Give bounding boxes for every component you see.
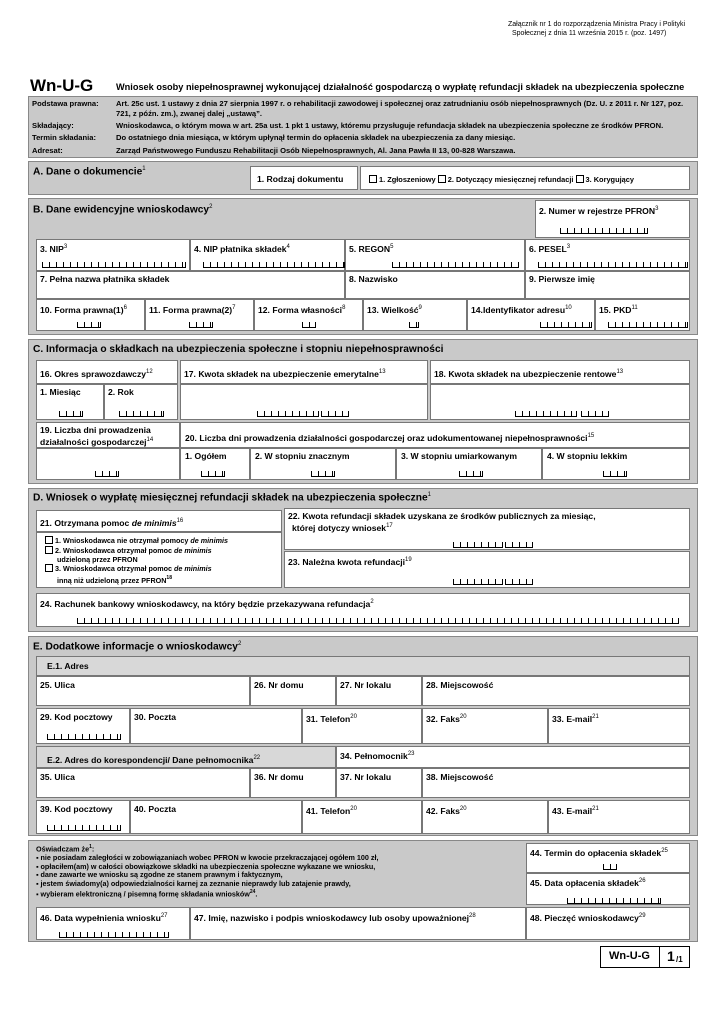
annex-note-line2: Społecznej z dnia 11 września 2015 r. (poz. 1497) [512,30,667,37]
field-48-stamp[interactable]: 48. Pieczęć wnioskodawcy$^{29}$ [526,907,690,940]
field-20-significant[interactable]: 2. W stopniu znacznym [250,448,396,480]
e2-header: E.2. Adres do korespondencji/ Dane pełnomocnika$^{22}$ [36,746,336,768]
field-43-email[interactable]: 43. E-mail$^{21}$ [548,800,690,834]
field-44-payment-deadline[interactable]: 44. Termin do opłacenia składek$^{25}$ [526,843,690,873]
field-5-regon[interactable]: 5. REGON$^5$ [345,239,525,271]
field-28-city[interactable]: 28. Miejscowość [422,676,690,706]
field-36-house-no[interactable]: 36. Nr domu [250,768,336,798]
field-39-postcode[interactable]: 39. Kod pocztowy [36,800,130,834]
footer-box [600,946,690,968]
field-46-fill-date[interactable]: 46. Data wypełnienia wniosku$^{27}$ [36,907,190,940]
field-37-apt-no[interactable]: 37. Nr lokalu [336,768,422,798]
doc-type-options [360,166,690,190]
meta-text-submitter: Wnioskodawca, o którym mowa w art. 25a ust. 1 pkt 1 ustawy, któremu przysługuje refundacja składek na ubezpieczenia społeczne ze środków PFRON. [116,121,664,130]
field-10-legal-form-1[interactable]: 10. Forma $prawna(1)^6$ [36,299,145,331]
field-8-surname[interactable]: 8. Nazwisko [345,271,525,299]
field-19-label: 19. Liczba dni prowadzenia działalności gospodarczej$^{14}$ [36,422,180,448]
meta-label-legal: Podstawa prawna: [32,99,99,108]
field-19-business-days[interactable] [36,448,180,480]
section-a-title: A. Dane o dokumencie$^1$ [33,166,146,178]
declaration-item: ▪ dane zawarte we wniosku są zgodne ze stanem prawnym i faktycznym, [36,870,283,880]
meta-text-legal: Art. 25c ust. 1 ustawy z dnia 27 sierpnia 1997 r. o rehabilitacji zawodowej i społecznej oraz zatrudnianiu osób niepełnosprawnych (Dz. U. z 2011 r. Nr 127, poz. 721, z późn. zm.), zwanej dalej „ustawą”. [116,99,684,118]
field-12-ownership[interactable]: 12. Forma własności$^8$ [254,299,363,331]
field-11-legal-form-2[interactable]: 11. Forma $prawna(2)^7$ [145,299,254,331]
field-40-post-office[interactable]: 40. Poczta [130,800,302,834]
declaration-item: ▪ opłaciłem(am) w całości obowiązkowe składki na ubezpieczenia społeczne wykazane we wniosku, [36,861,376,871]
field-15-pkd[interactable]: 15. PKD$^{11}$ [595,299,690,331]
field-20-label: 20. Liczba dni prowadzenia działalności gospodarczej oraz udokumentowanej niepełnosprawności$^{15}$ [180,422,690,448]
field-21-label: 21. Otrzymana pomoc de minimis$^{16}$ [36,510,282,532]
field-17-label: 17. Kwota składek na ubezpieczenie emerytalne$^{13}$ [180,360,428,384]
checkbox-icon[interactable] [369,175,377,183]
field-23-due-refund[interactable]: 23. Należna kwota refundacji$^{19}$ [284,551,690,588]
section-c-title: C. Informacja o składkach na ubezpieczenia społeczne i stopniu niepełnosprawności [33,344,444,355]
meta-text-deadline: Do ostatniego dnia miesiąca, w którym upłynął termin do opłacenia składek na ubezpieczenia za dany miesiąc. [116,133,516,142]
option-miesieczna[interactable]: 2. Dotyczący miesięcznej refundacji [438,175,574,184]
field-17-pension-contrib[interactable] [180,384,428,420]
field-18-label: 18. Kwota składek na ubezpieczenie rentowe$^{13}$ [430,360,690,384]
footer-divider [659,947,660,967]
field-45-payment-date[interactable]: 45. Data opłacenia składek$^{26}$ [526,873,690,905]
meta-label-submitter: Składający: [32,121,74,130]
option-no-aid[interactable]: 1. Wnioskodawca nie otrzymał pomocy de minimis [45,536,281,546]
doc-type-label: 1. Rodzaj dokumentu [257,174,344,184]
field-3-nip[interactable]: 3. NIP$^3$ [36,239,190,271]
section-b-title: B. Dane ewidencyjne wnioskodawcy$^2$ [33,204,213,216]
field-30-post-office[interactable]: 30. Poczta [130,708,302,744]
e1-header: E.1. Adres [36,656,690,676]
field-34-proxy[interactable]: 34. Pełnomocnik$^{23}$ [336,746,690,768]
checkbox-icon[interactable] [576,175,584,183]
annex-note-line1: Załącznik nr 1 do rozporządzenia Ministra Pracy i Polityki [508,21,686,28]
footer-pages: /1 [676,955,683,964]
field-35-street[interactable]: 35. Ulica [36,768,250,798]
field-25-street[interactable]: 25. Ulica [36,676,250,706]
declaration-item: ▪ wybieram elektroniczną / pisemną formę składania wniosków$^{24}$. [36,889,258,899]
field-42-fax[interactable]: 42. Faks$^{20}$ [422,800,548,834]
meta-label-deadline: Termin składania: [32,133,97,142]
field-21-options [36,532,282,588]
section-d-title: D. Wniosek o wypłatę miesięcznej refundacji składek na ubezpieczenia społeczne$^1$ [33,492,431,504]
field-20-light[interactable]: 4. W stopniu lekkim [542,448,690,480]
declaration-text: Oświadczam $że^1$: ▪ nie posiadam zaległości w zobowiązaniach wobec PFRON w kwocie przekraczającej ogółem 100 zł, ▪ opłaciłem(am) w całości obowiązkowe składki na ubezpieczenia społeczne wykazane we wniosku, ▪ dane zawarte we wniosku są zgodne ze stanem prawnym i faktycznym, ▪ jestem świadomy(a) odpowiedzialności karnej za zeznanie nieprawdy lub zatajenie prawdy, ▪ wybieram elektroniczną / pisemną formę składania wniosków$^{24}$. [36,843,522,905]
field-9-first-name[interactable]: 9. Pierwsze imię [525,271,690,299]
field-14-address-id[interactable]: 14.Identyfikator adresu$^{10}$ [467,299,595,331]
section-e-title: E. Dodatkowe informacje o wnioskodawcy$^2$ [33,641,242,653]
field-38-city[interactable]: 38. Miejscowość [422,768,690,798]
field-27-apt-no[interactable]: 27. Nr lokalu [336,676,422,706]
field-16-period: 16. Okres sprawozdawczy$^{12}$ [36,360,178,384]
checkbox-icon[interactable] [45,546,53,554]
field-31-phone[interactable]: 31. Telefon$^{20}$ [302,708,422,744]
field-18-disability-contrib[interactable] [430,384,690,420]
field-41-phone[interactable]: 41. Telefon$^{20}$ [302,800,422,834]
field-16-year[interactable]: 2. Rok [104,384,178,420]
field-24-bank-account[interactable]: 24. Rachunek bankowy wnioskodawcy, na który będzie przekazywana refundacja$^2$ [36,593,690,627]
meta-text-addressee: Zarząd Państwowego Funduszu Rehabilitacji Osób Niepełnosprawnych, Al. Jana Pawła II 13, 00-828 Warszawa. [116,146,516,155]
checkbox-icon[interactable] [45,536,53,544]
checkbox-icon[interactable] [45,564,53,572]
field-22-public-refund[interactable]: 22. Kwota refundacji składek uzyskana ze środków publicznych za miesiąc, której dotyczy wniosek$^{17}$ [284,508,690,550]
footer-code: Wn-U-G [609,950,650,962]
doc-type-label-box [250,166,358,190]
field-33-email[interactable]: 33. E-mail$^{21}$ [548,708,690,744]
footer-page: 1 [667,948,675,964]
option-aid-other[interactable]: 3. Wnioskodawca otrzymał pomoc de minimis inną niż udzieloną przez PFRON$^{18}$ [45,564,281,585]
annex-note [508,20,708,38]
field-20-total[interactable]: 1. Ogółem [180,448,250,480]
field-6-pesel[interactable]: 6. PESEL$^3$ [525,239,690,271]
field-26-house-no[interactable]: 26. Nr domu [250,676,336,706]
field-20-moderate[interactable]: 3. W stopniu umiarkowanym [396,448,542,480]
field-47-signature[interactable]: 47. Imię, nazwisko i podpis wnioskodawcy lub osoby upoważnionej$^{28}$ [190,907,526,940]
form-title: Wniosek osoby niepełnosprawnej wykonującej działalność gospodarczą o wypłatę refundacji składek na ubezpieczenia społeczne [116,82,685,92]
declaration-item: ▪ jestem świadomy(a) odpowiedzialności karnej za zeznanie nieprawdy lub zatajenie prawdy, [36,878,351,888]
field-29-postcode[interactable]: 29. Kod pocztowy [36,708,130,744]
option-aid-pfron[interactable]: 2. Wnioskodawca otrzymał pomoc de minimis udzieloną przez PFRON [45,546,281,565]
field-7-payer-name[interactable]: 7. Pełna nazwa płatnika składek [36,271,345,299]
meta-label-addressee: Adresat: [32,146,63,155]
field-2-pfron-number[interactable]: 2. Numer w rejestrze PFRON$^3$ [535,200,690,238]
field-13-size[interactable]: 13. Wielkość$^9$ [363,299,467,331]
option-korygujacy[interactable]: 3. Korygujący [576,175,634,184]
declaration-item: ▪ nie posiadam zaległości w zobowiązaniach wobec PFRON w kwocie przekraczającej ogółem 100 zł, [36,852,379,862]
option-zgloszeniowy[interactable]: 1. Zgłoszeniowy [369,175,436,184]
field-16-month[interactable]: 1. Miesiąc [36,384,104,420]
field-4-nip-payer[interactable]: 4. NIP płatnika składek$^4$ [190,239,345,271]
checkbox-icon[interactable] [438,175,446,183]
field-32-fax[interactable]: 32. Faks$^{20}$ [422,708,548,744]
form-code: Wn-U-G [30,76,94,95]
